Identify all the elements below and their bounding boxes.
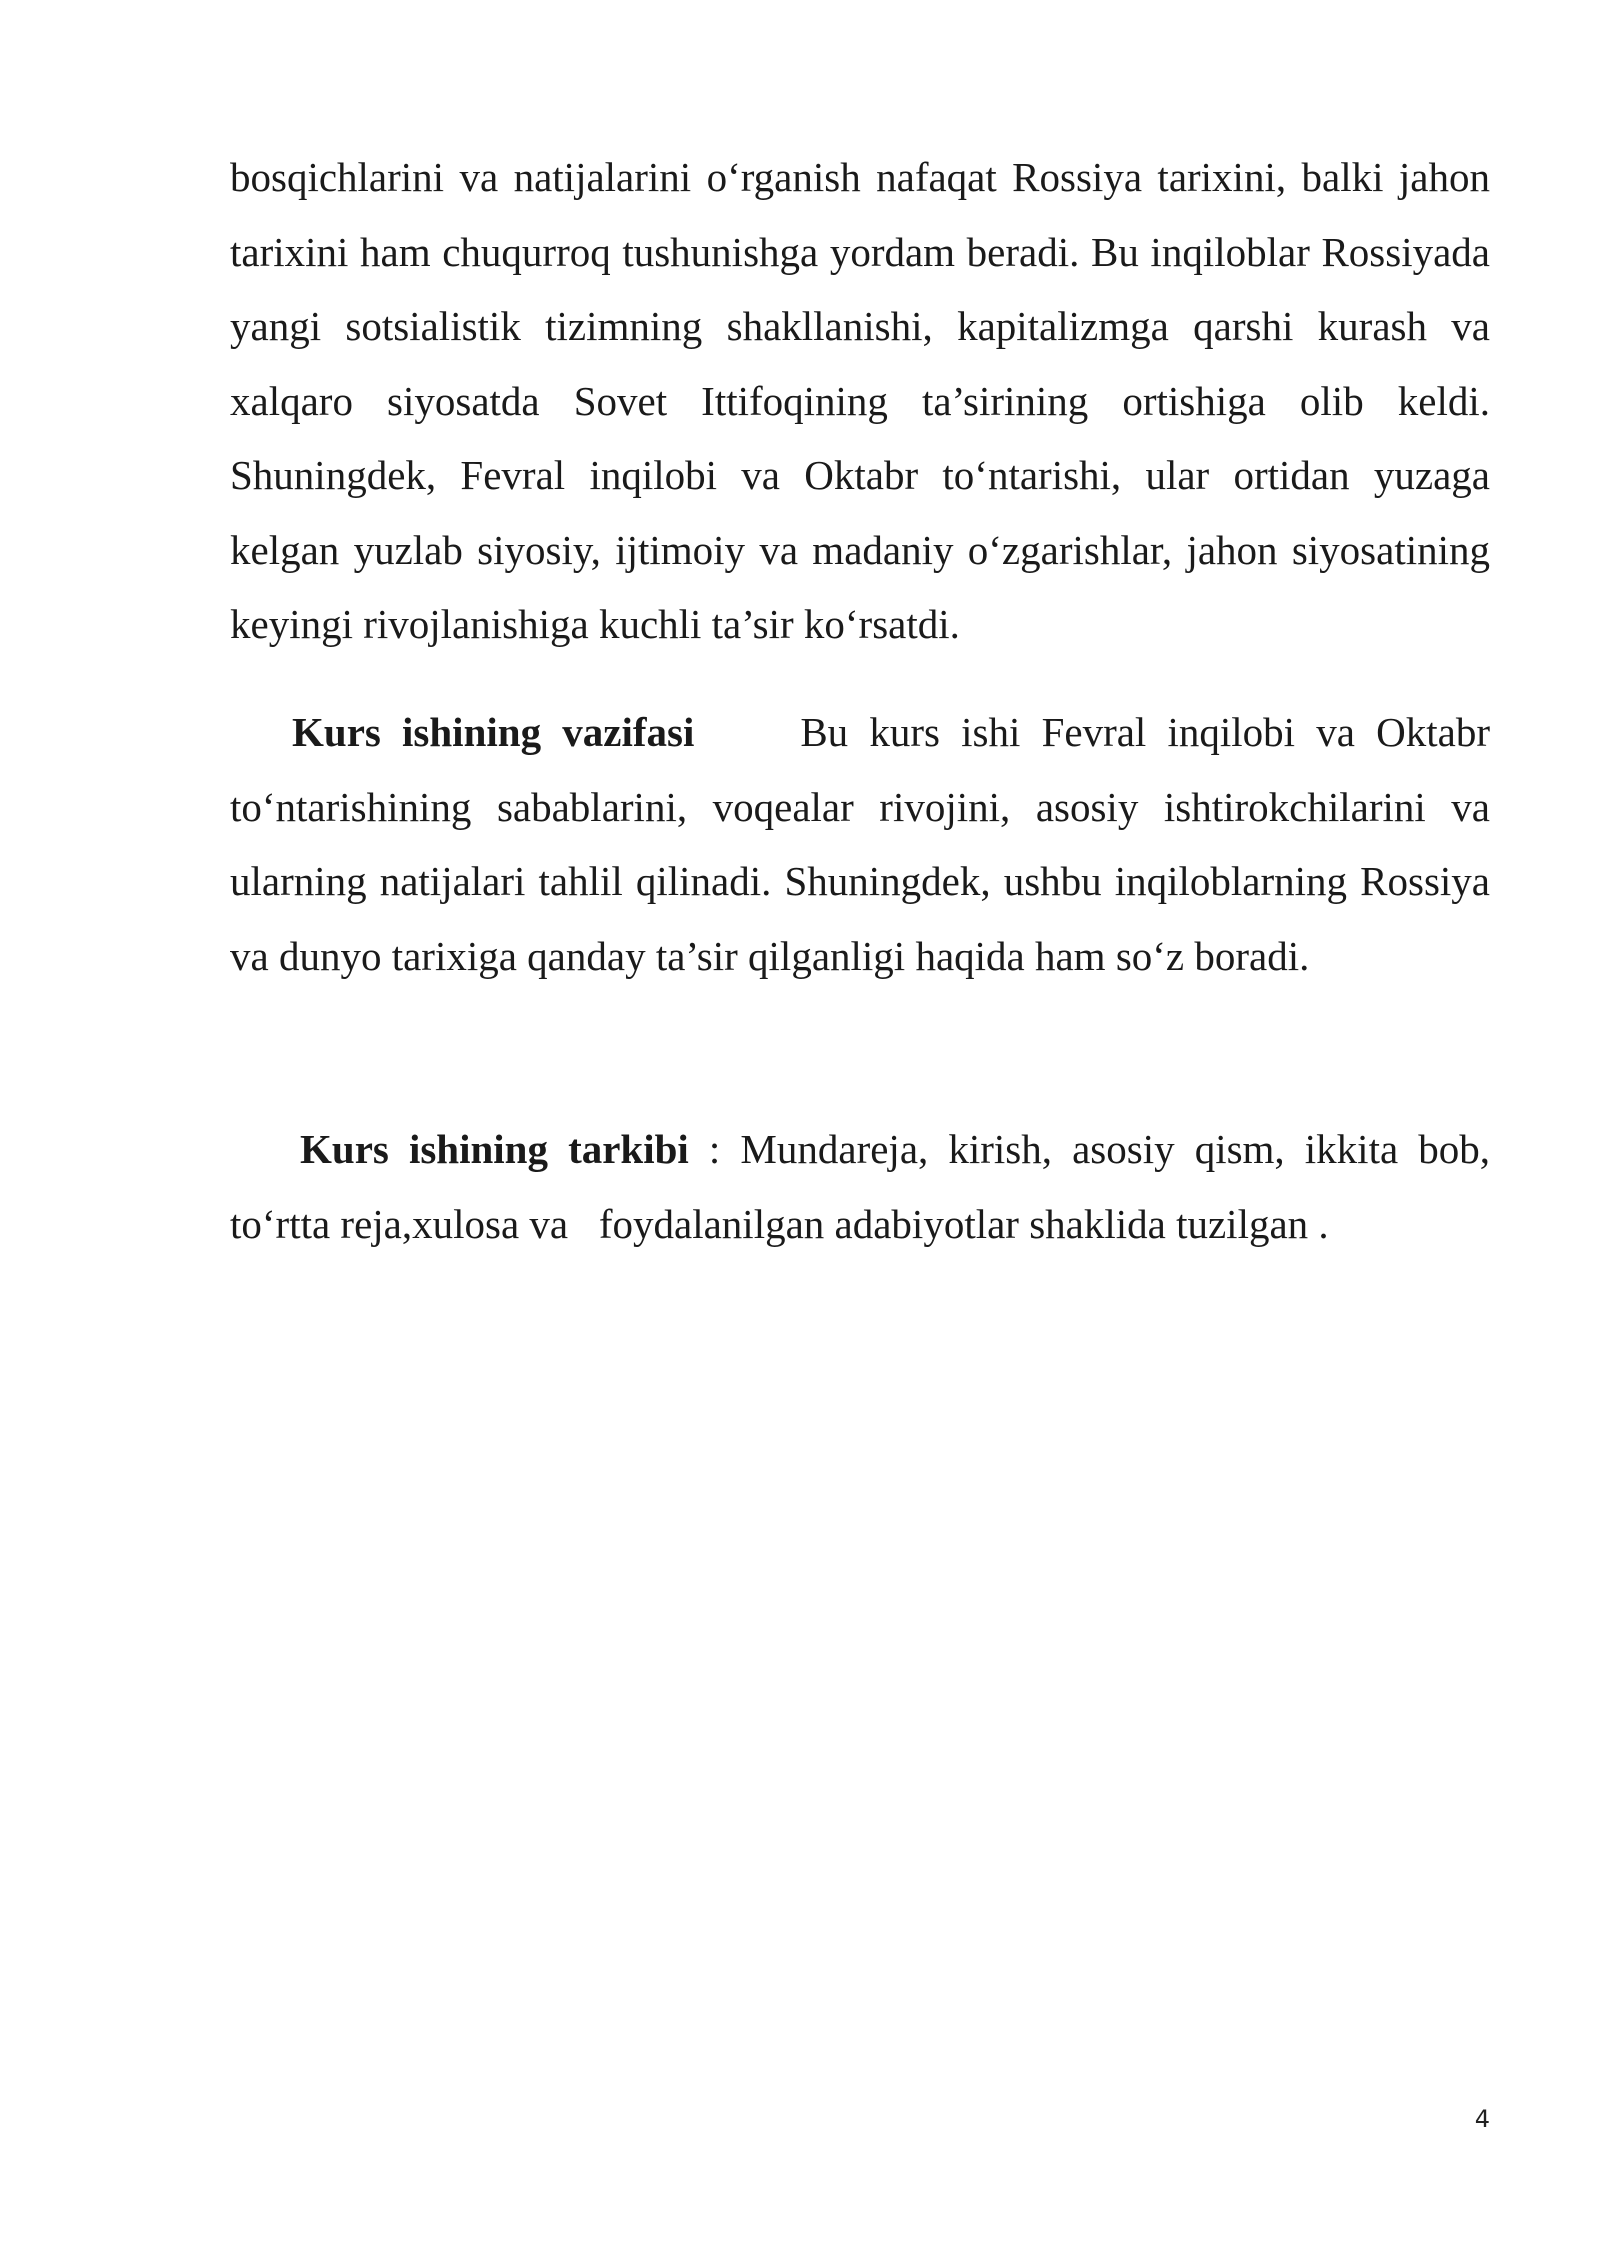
page-number: 4 xyxy=(1474,2105,1490,2133)
course-structure-text: : Mundareja, kirish, asosiy qism, ikkita bob, to‘rtta reja,xulosa va foydalanilgan adabiyotlar shaklida tuzilgan . xyxy=(230,1126,1501,1247)
course-structure-heading: Kurs ishining tarkibi xyxy=(300,1126,689,1172)
paragraph-course-structure xyxy=(230,1112,1501,1261)
paragraph-intro-continuation xyxy=(230,140,1490,662)
course-tasks-text: Bu kurs ishi Fevral inqilobi va Oktabr to‘ntarishining sabablarini, voqealar rivojini, asosiy ishtirokchilarini va ularning natijalari tahlil qilinadi. Shuningdek, ushbu inqiloblarning Rossiya va dunyo tarixiga qanday ta’sir qilganligi haqida ham so‘z boradi. xyxy=(230,709,1490,979)
course-tasks-heading: Kurs ishining vazifasi xyxy=(292,709,695,755)
paragraph-text: bosqichlarini va natijalarini o‘rganish nafaqat Rossiya tarixini, balki jahon tarixini ham chuqurroq tushunishga yordam beradi. Bu inqiloblar Rossiyada yangi sotsialistik tizimning shakllanishi, kapitalizmga qarshi kurash va xalqaro siyosatda Sovet Ittifoqining ta’sirining ortishiga olib keldi. Shuningdek, Fevral inqilobi va Oktabr to‘ntarishi, ular ortidan yuzaga kelgan yuzlab siyosiy, ijtimoiy va madaniy o‘zgarishlar, jahon siyosatining keyingi rivojlanishiga kuchli ta’sir ko‘rsatdi. xyxy=(230,154,1490,647)
paragraph-course-tasks xyxy=(230,695,1490,993)
